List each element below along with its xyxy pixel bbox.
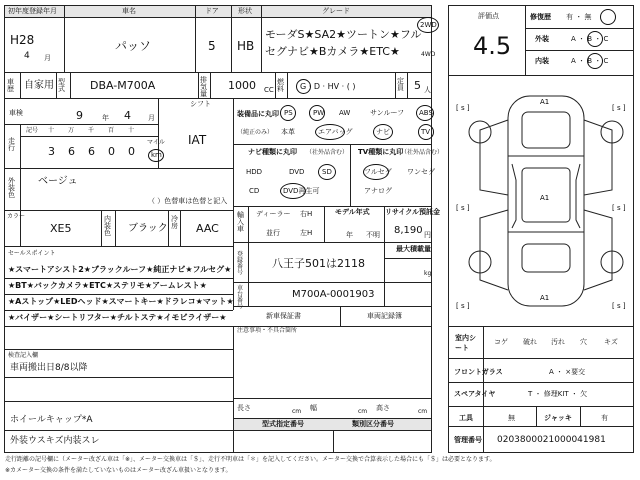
first-reg-label: 初年度登録年月: [8, 7, 57, 15]
navi-type-item: CD: [249, 187, 260, 195]
inspection-month-unit: 月: [148, 114, 155, 122]
import-dealer: ディーラー: [256, 210, 291, 218]
cc-unit: CC: [264, 86, 274, 94]
repair-history-opts: 有 ・ 無: [566, 13, 592, 21]
chassis-label: 車台番号: [237, 285, 244, 310]
equipment-sub: （純正のみ）: [237, 129, 274, 136]
mileage-digit: 3: [48, 145, 55, 158]
navi-type-item: DVD再生可: [283, 187, 320, 195]
mileage-digit: 0: [108, 145, 115, 158]
model-code: DBA-M700A: [90, 79, 156, 92]
mileage-digit: 0: [128, 145, 135, 158]
notes-label: 注意事項・不具合箇所: [237, 327, 298, 334]
spare-tire-label: スペアタイヤ: [454, 390, 496, 398]
sales-point-line: ★バイザー★シートリフター★チルトステ★イモビライザー★: [8, 313, 227, 322]
svg-text:[ s ]: [ s ]: [456, 204, 470, 212]
records-doc: 車両記録簿: [367, 312, 402, 320]
color-label: 外装色: [8, 177, 15, 199]
sales-point-line: ★BT★バックカメラ★ETC★ステリモ★アームレスト★: [8, 281, 207, 290]
drive-2wd: 2WD: [420, 21, 437, 29]
inspection-month: 4: [124, 109, 131, 122]
length-label: 長さ: [237, 404, 251, 412]
equipment-label: 装備品に丸印: [237, 110, 279, 118]
drive-4wd: 4WD: [421, 51, 436, 58]
grade-line-2: セグナビ★Bカメラ★ETC★: [265, 45, 400, 58]
car-damage-diagram: [452, 80, 634, 320]
jack-label: ジャッキ: [544, 414, 572, 422]
color-value: ベージュ: [38, 176, 78, 187]
import-left: 左H: [300, 229, 313, 237]
equipment-item: TV: [421, 128, 431, 136]
equipment-item: ナビ: [376, 128, 390, 136]
inspection-year: 9: [76, 109, 83, 122]
ac-value: AAC: [196, 222, 219, 235]
shape-label: 形状: [238, 7, 252, 15]
mileage-header-cell: 千: [88, 127, 95, 134]
usage: 自家用: [24, 80, 54, 91]
interior-seat-option: キズ: [604, 338, 618, 346]
height-label: 高さ: [376, 404, 390, 412]
shift-value: IAT: [188, 133, 207, 147]
first-reg-month-unit: 月: [44, 54, 51, 62]
capacity-label: 定員: [397, 77, 404, 92]
svg-text:[ s ]: [ s ]: [456, 104, 470, 112]
shape: HB: [237, 39, 255, 53]
tools-label: 工具: [459, 414, 473, 422]
diagram-label-bottom: A1: [540, 294, 550, 302]
svg-text:[ s ]: [ s ]: [612, 204, 626, 212]
svg-text:[ s ]: [ s ]: [456, 302, 470, 310]
front-glass-label: フロントガラス: [454, 368, 503, 376]
recycle-value: 8,190: [394, 225, 423, 236]
color-note: （ ）色替車は色替と記入: [148, 197, 228, 205]
type-label: 型式: [58, 78, 65, 93]
equipment-item: AW: [339, 109, 351, 117]
color-no-label: カラー: [7, 213, 26, 220]
navi-type-label: ナビ種類に丸印: [248, 148, 297, 156]
mgmt-value: 0203800021000041981: [497, 435, 606, 445]
displacement-label: 排気量: [200, 76, 207, 98]
fuel-options: G · D · HV · ( ): [300, 82, 356, 91]
recycle-label: リサイクル預託金: [385, 208, 441, 216]
model-year-unknown: 不明: [366, 231, 380, 239]
tv-type-item: ワンセグ: [407, 168, 435, 176]
jack-value: 有: [601, 414, 608, 422]
mileage-header-cell: 十: [48, 127, 55, 134]
model-year-unit: 年: [346, 231, 353, 239]
import-parallel: 並行: [266, 229, 280, 237]
mileage-header-cell: 十: [128, 127, 135, 134]
mileage-digit: 6: [88, 145, 95, 158]
inspector-label: 検査記入欄: [8, 352, 39, 359]
diagram-label-top: A1: [540, 98, 550, 106]
inspection-label: 車検: [9, 109, 23, 117]
footer-note-2: ※カメーター交換の条件を満たしていないものはメーター改ざん車扱いとなります。: [5, 467, 232, 474]
import-label: 輸入車: [237, 211, 244, 233]
model-designation-label: 型式指定番号: [262, 420, 304, 428]
navi-type-sub: （社外品含む）: [306, 149, 349, 156]
equipment-item: 本革: [281, 128, 295, 136]
mileage-header-cell: 百: [108, 127, 115, 134]
color-no: XE5: [50, 222, 72, 235]
exterior-grade-opts: A ・ B ・ C: [571, 35, 609, 43]
length-unit: cm: [292, 408, 302, 415]
mileage-digit: 6: [68, 145, 75, 158]
interior-seat-label: 室内シート: [455, 334, 476, 352]
mileage-unit-label: マイル: [147, 139, 165, 146]
inspector-line-4: 外装ウスキズ内装スレ: [10, 436, 100, 446]
fuel-label: 燃料: [277, 78, 284, 93]
tv-type-item: フルセグ: [364, 168, 392, 176]
diagram-label-mid: A1: [540, 194, 550, 202]
exterior-grade-label: 外装: [535, 35, 549, 43]
sales-point-line: ★スマートアシスト2★ブラックルーフ★純正ナビ★フルセグ★: [8, 265, 232, 274]
inspector-line-1: 車両搬出日8/8以降: [10, 363, 88, 373]
doors: 5: [208, 39, 216, 53]
model-year-label: モデル年式: [335, 208, 370, 216]
spare-tire-value: T ・ 修理KIT ・ 欠: [528, 390, 588, 398]
navi-type-item: SD: [322, 168, 332, 176]
capacity: 5: [414, 79, 421, 92]
grade-label: グレード: [322, 7, 350, 15]
plate-label: 登録番号: [237, 251, 244, 276]
interior-label: 内装色: [104, 215, 111, 237]
shift-label: シフト: [190, 100, 211, 108]
interior-seat-option: 汚れ: [551, 338, 565, 346]
interior-b-circle: [587, 53, 603, 69]
equipment-item: ABS: [419, 109, 433, 117]
equipment-item: PS: [284, 109, 293, 117]
interior-seat-option: コゲ: [494, 338, 508, 346]
repair-history-label: 修復歴: [530, 13, 551, 21]
footer-note-1: 走行距離の記号欄に（メーター改ざん車は「※」、メーター交換車は「＄」、走行不明車は「＊」を記入してください。メーター交換で合算表示した場合にも「＄」は必要となります。: [5, 456, 496, 463]
navi-type-item: HDD: [246, 168, 263, 176]
equipment-item: サンルーフ: [370, 109, 405, 117]
first-reg-month: 4: [24, 51, 30, 61]
capacity-unit: 人: [424, 86, 431, 94]
mileage-header-cell: 記号: [26, 127, 39, 134]
interior-seat-option: 穴: [580, 338, 587, 346]
recycle-unit: 円: [424, 231, 431, 239]
tv-type-item: アナログ: [364, 187, 392, 195]
plate-value: 八王子501は2118: [272, 257, 365, 270]
interior-grade-opts: A ・ B ・ C: [571, 57, 609, 65]
warranty-doc: 新車保証書: [266, 312, 301, 320]
width-label: 幅: [310, 404, 317, 412]
svg-text:[ s ]: [ s ]: [612, 104, 626, 112]
car-name: パッソ: [115, 39, 152, 53]
inspection-year-unit: 年: [102, 114, 109, 122]
tv-type-sub: （社外品含む）: [401, 149, 444, 156]
tv-type-label: TV種類に丸印: [358, 148, 404, 156]
doors-label: ドア: [205, 7, 219, 15]
interior-seat-option: 破れ: [523, 338, 537, 346]
exterior-b-circle: [587, 31, 603, 47]
repair-none-circle: [600, 9, 616, 25]
max-load-kg: kg: [424, 270, 432, 277]
import-right: 右H: [300, 210, 313, 218]
svg-text:[ s ]: [ s ]: [612, 302, 626, 310]
front-glass-value: A ・ ×要交: [549, 368, 586, 376]
score-label: 評価点: [478, 12, 499, 20]
max-load-label: 最大積載量: [396, 245, 431, 253]
interior-color: ブラック: [128, 223, 168, 234]
width-unit: cm: [358, 408, 368, 415]
score-value: 4.5: [473, 32, 512, 60]
navi-type-item: DVD: [289, 168, 305, 176]
tools-value: 無: [508, 414, 515, 422]
class-number-label: 類別区分番号: [352, 420, 394, 428]
inspector-line-3: ホイールキャップ*A: [10, 415, 93, 425]
usage-label: 車歴: [7, 78, 14, 93]
height-unit: cm: [418, 408, 428, 415]
car-name-label: 車名: [122, 7, 136, 15]
mileage-unit: km: [151, 151, 162, 159]
grade-line-1: モーダS★SA2★ツートン★フル: [265, 28, 422, 41]
mileage-label: 走行: [8, 137, 15, 152]
interior-grade-label: 内装: [535, 57, 549, 65]
sales-point-label: セールスポイント: [8, 250, 56, 257]
equipment-item: エアバッグ: [318, 128, 353, 136]
chassis-value: M700A-0001903: [292, 289, 375, 300]
sales-point-line: ★Aストップ★LEDヘッド★スマートキー★ドラレコ★マット★: [8, 297, 234, 306]
displacement: 1000: [228, 79, 256, 92]
ac-label: 冷房: [171, 215, 178, 230]
mgmt-label: 管理番号: [454, 436, 482, 444]
first-reg-era: H28: [10, 33, 35, 47]
equipment-item: PW: [313, 109, 325, 117]
mileage-header-cell: 万: [68, 127, 75, 134]
